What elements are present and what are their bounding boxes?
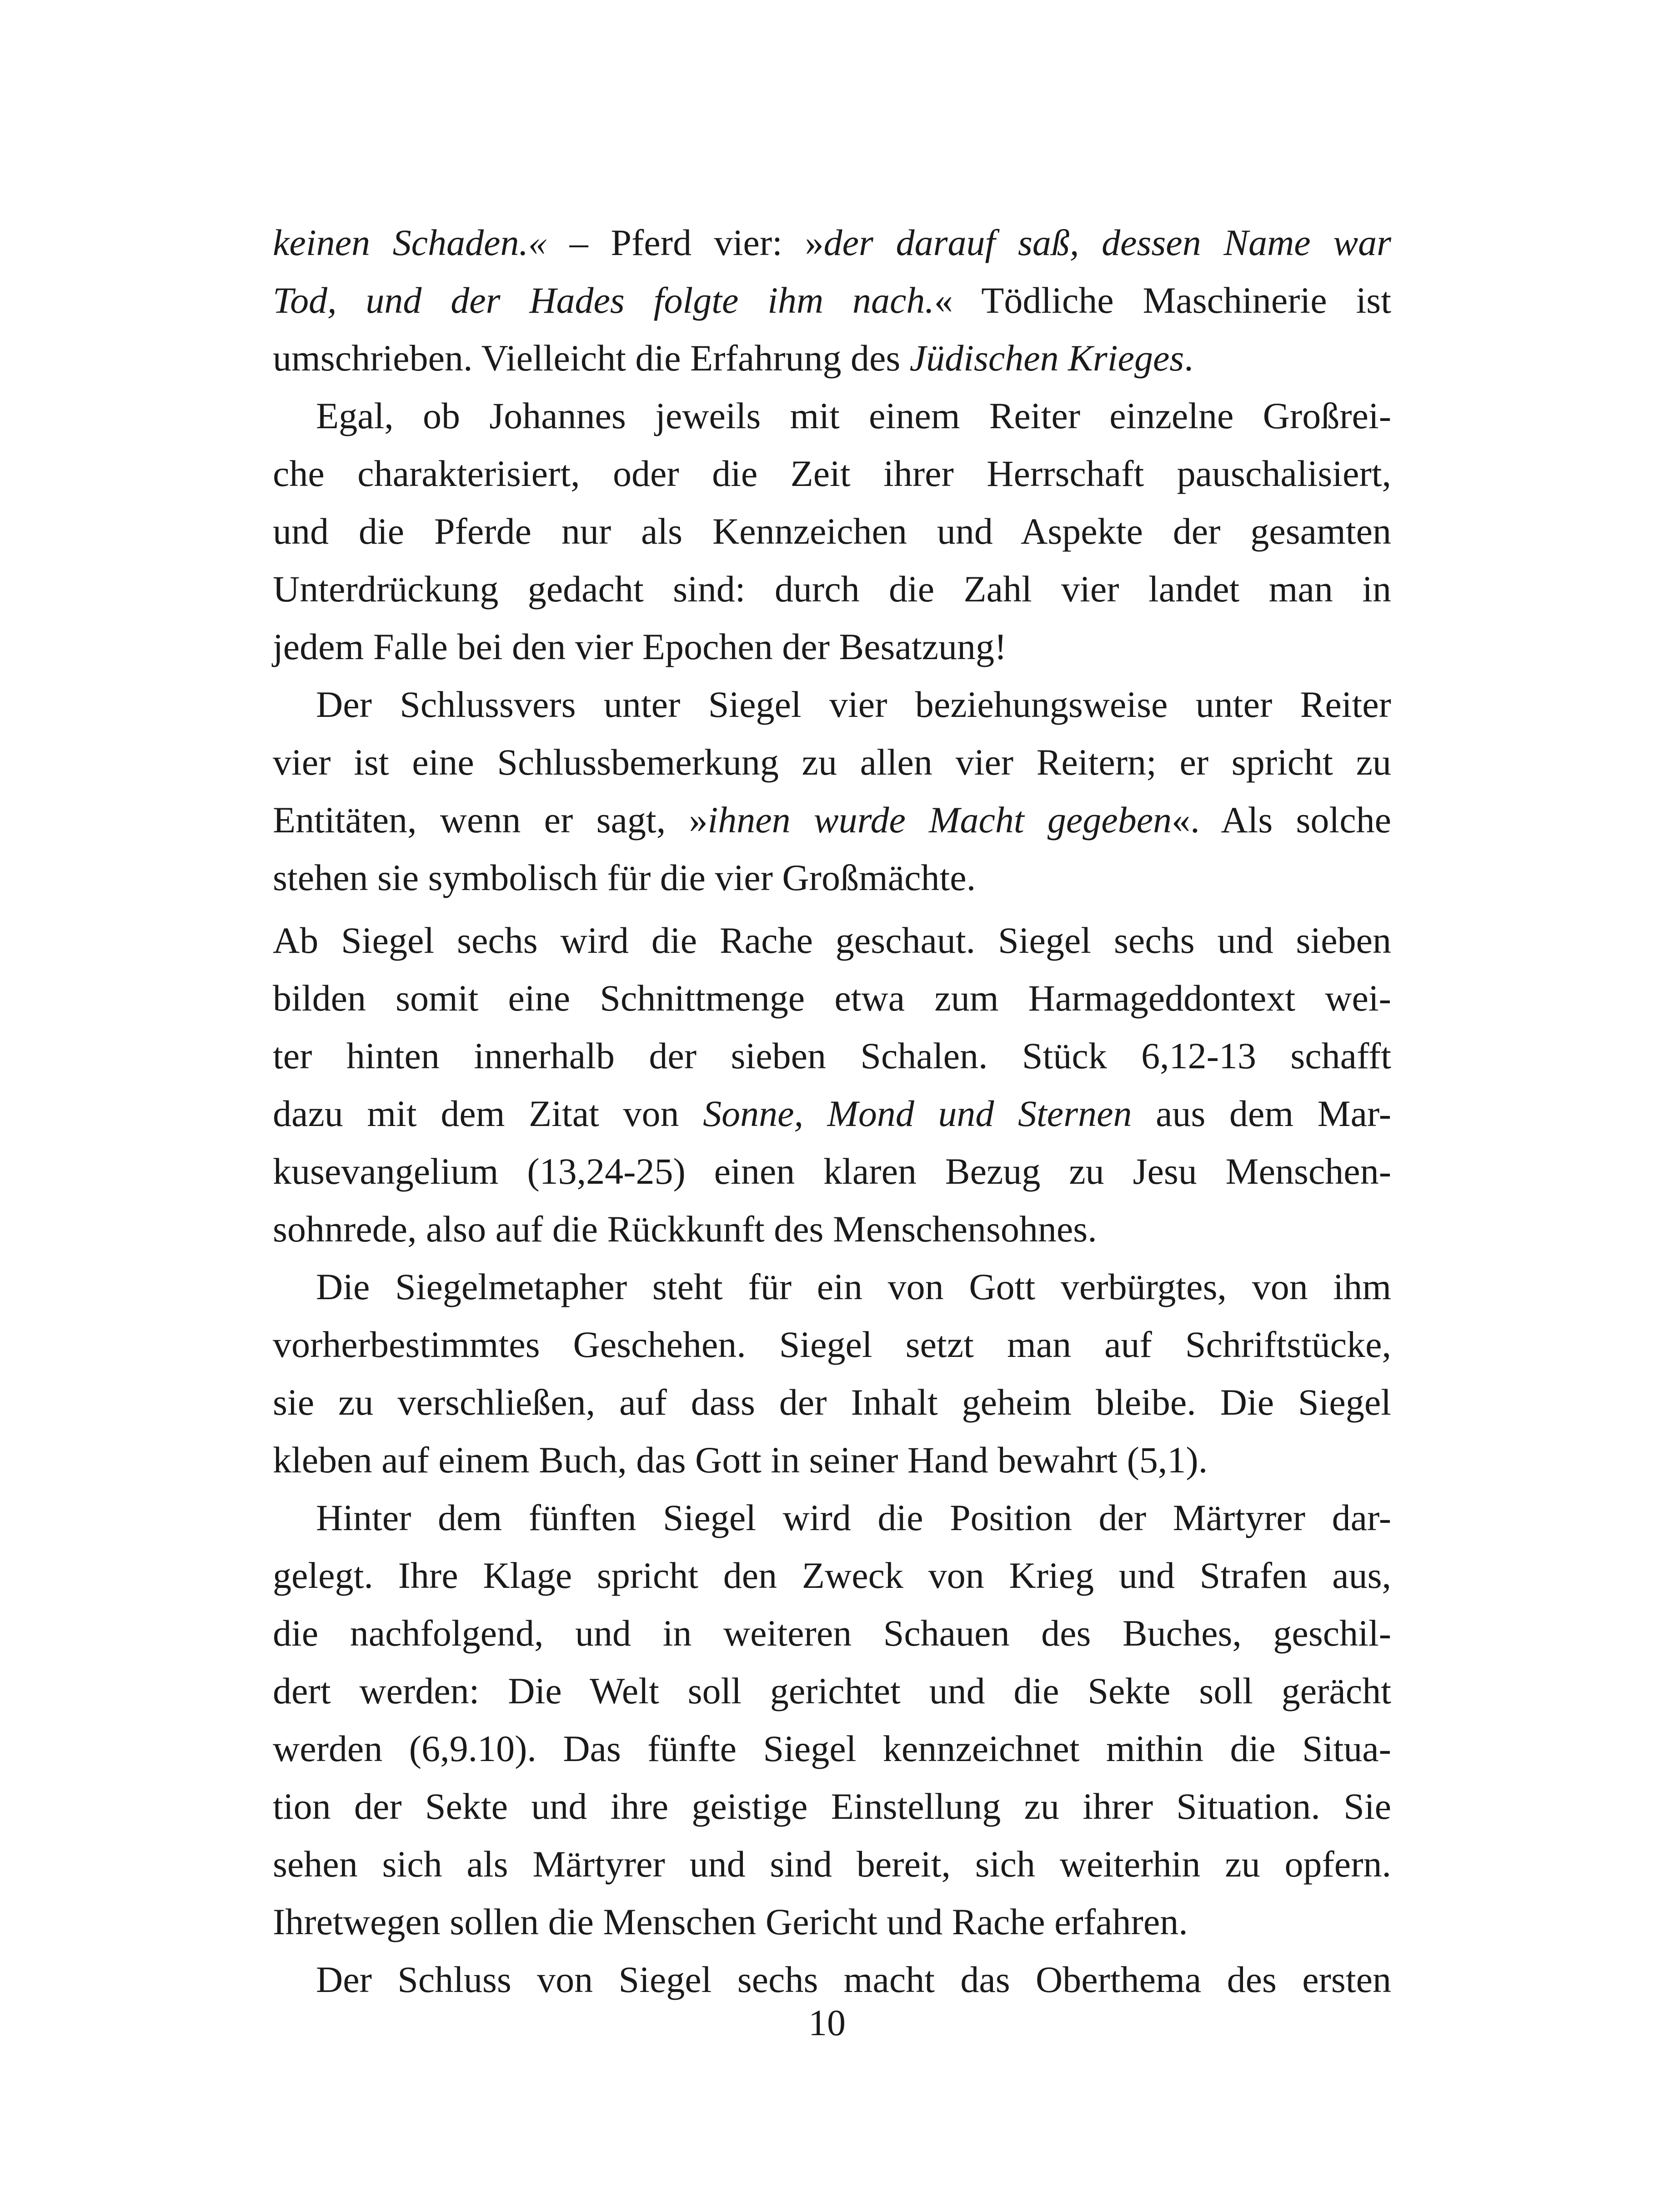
- text-line: [273, 1489, 1391, 1546]
- text-segment: Egal, ob Johannes jeweils mit einem Reiter einzelne Großrei-: [316, 395, 1391, 436]
- text-segment: die nachfolgend, und in weiteren Schauen des Buches, geschil-: [273, 1612, 1391, 1654]
- text-segment: sie zu verschließen, auf dass der Inhalt geheim bleibe. Die Siegel: [273, 1381, 1391, 1423]
- text-line: [273, 387, 1391, 445]
- text-line: [273, 1720, 1391, 1777]
- text-line: [273, 214, 1391, 271]
- text-segment: umschrieben. Vielleicht die Erfahrung des: [273, 337, 910, 379]
- text-segment: Entitäten, wenn er sagt, »: [273, 799, 708, 841]
- text-segment: werden (6,9.10). Das fünfte Siegel kennzeichnet mithin die Situa-: [273, 1728, 1391, 1769]
- text-segment: bilden somit eine Schnittmenge etwa zum Harmageddontext wei-: [273, 977, 1391, 1019]
- text-section-second: [273, 911, 1391, 2008]
- italic-text-segment: Tod, und der Hades folgte ihm nach.: [273, 280, 934, 321]
- text-line: [273, 1835, 1391, 1893]
- text-segment: Die Siegelmetapher steht für ein von Gott verbürgtes, von ihm: [316, 1266, 1391, 1307]
- text-line: [273, 969, 1391, 1027]
- text-segment: « Tödliche Maschinerie ist: [934, 280, 1391, 321]
- text-line: [273, 1027, 1391, 1085]
- text-line: [273, 1142, 1391, 1200]
- text-segment: gelegt. Ihre Klage spricht den Zweck von Krieg und Strafen aus,: [273, 1555, 1391, 1596]
- text-segment: aus dem Mar-: [1132, 1093, 1391, 1134]
- text-segment: .: [1184, 337, 1193, 379]
- text-segment: Ihretwegen sollen die Menschen Gericht und Rache erfahren.: [273, 1901, 1188, 1942]
- text-segment: vier ist eine Schlussbemerkung zu allen vier Reitern; er spricht zu: [273, 741, 1391, 783]
- italic-text-segment: keinen Schaden.«: [273, 222, 547, 263]
- text-line: [273, 733, 1391, 791]
- text-line: [273, 791, 1391, 849]
- text-segment: dazu mit dem Zitat von: [273, 1093, 703, 1134]
- text-line: [273, 1546, 1391, 1604]
- text-segment: jedem Falle bei den vier Epochen der Besatzung!: [273, 626, 1007, 667]
- text-segment: – Pferd vier: »: [546, 222, 824, 263]
- text-segment: Hinter dem fünften Siegel wird die Position der Märtyrer dar-: [316, 1497, 1391, 1538]
- text-segment: sehen sich als Märtyrer und sind bereit, sich weiterhin zu opfern.: [273, 1843, 1391, 1885]
- text-segment: Ab Siegel sechs wird die Rache geschaut. Siegel sechs und sieben: [273, 920, 1391, 961]
- text-segment: Der Schlussvers unter Siegel vier beziehungsweise unter Reiter: [316, 684, 1391, 725]
- text-line: [273, 1604, 1391, 1662]
- page-number: 10: [808, 2002, 846, 2043]
- text-segment: che charakterisiert, oder die Zeit ihrer Herrschaft pauschalisiert,: [273, 453, 1391, 494]
- text-line: [273, 1431, 1391, 1489]
- text-segment: kleben auf einem Buch, das Gott in seiner Hand bewahrt (5,1).: [273, 1439, 1208, 1481]
- italic-text-segment: der darauf saß, dessen Name war: [823, 222, 1391, 263]
- text-line: [273, 445, 1391, 502]
- text-line: [273, 1662, 1391, 1720]
- text-section-first: [273, 214, 1391, 906]
- text-line: [273, 502, 1391, 560]
- italic-text-segment: Sonne, Mond und Sternen: [703, 1093, 1132, 1134]
- text-segment: vorherbestimmtes Geschehen. Siegel setzt man auf Schriftstücke,: [273, 1324, 1391, 1365]
- text-line: [273, 849, 1391, 906]
- text-line: [273, 911, 1391, 969]
- text-line: [273, 560, 1391, 618]
- text-segment: dert werden: Die Welt soll gerichtet und die Sekte soll gerächt: [273, 1670, 1391, 1712]
- text-segment: «. Als solche: [1172, 799, 1391, 841]
- text-line: [273, 1316, 1391, 1373]
- text-line: [273, 271, 1391, 329]
- text-line: [273, 676, 1391, 733]
- text-segment: Der Schluss von Siegel sechs macht das Oberthema des ersten: [316, 1959, 1391, 2000]
- text-segment: kusevangelium (13,24-25) einen klaren Bezug zu Jesu Menschen-: [273, 1151, 1391, 1192]
- text-segment: ter hinten innerhalb der sieben Schalen. Stück 6,12-13 schafft: [273, 1035, 1391, 1076]
- italic-text-segment: Jüdischen Krieges: [909, 337, 1184, 379]
- text-line: [273, 1893, 1391, 1951]
- text-line: [273, 1258, 1391, 1316]
- text-segment: stehen sie symbolisch für die vier Großmächte.: [273, 857, 976, 898]
- text-line: [273, 1777, 1391, 1835]
- text-line: [273, 1085, 1391, 1142]
- text-segment: tion der Sekte und ihre geistige Einstellung zu ihrer Situation. Sie: [273, 1786, 1391, 1827]
- text-segment: und die Pferde nur als Kennzeichen und Aspekte der gesamten: [273, 510, 1391, 552]
- text-line: [273, 329, 1391, 387]
- italic-text-segment: ihnen wurde Macht gegeben: [707, 799, 1172, 841]
- text-line: [273, 1373, 1391, 1431]
- text-segment: sohnrede, also auf die Rückkunft des Menschensohnes.: [273, 1208, 1097, 1250]
- text-line: [273, 1951, 1391, 2008]
- text-line: [273, 618, 1391, 676]
- text-segment: Unterdrückung gedacht sind: durch die Zahl vier landet man in: [273, 568, 1391, 610]
- text-line: [273, 1200, 1391, 1258]
